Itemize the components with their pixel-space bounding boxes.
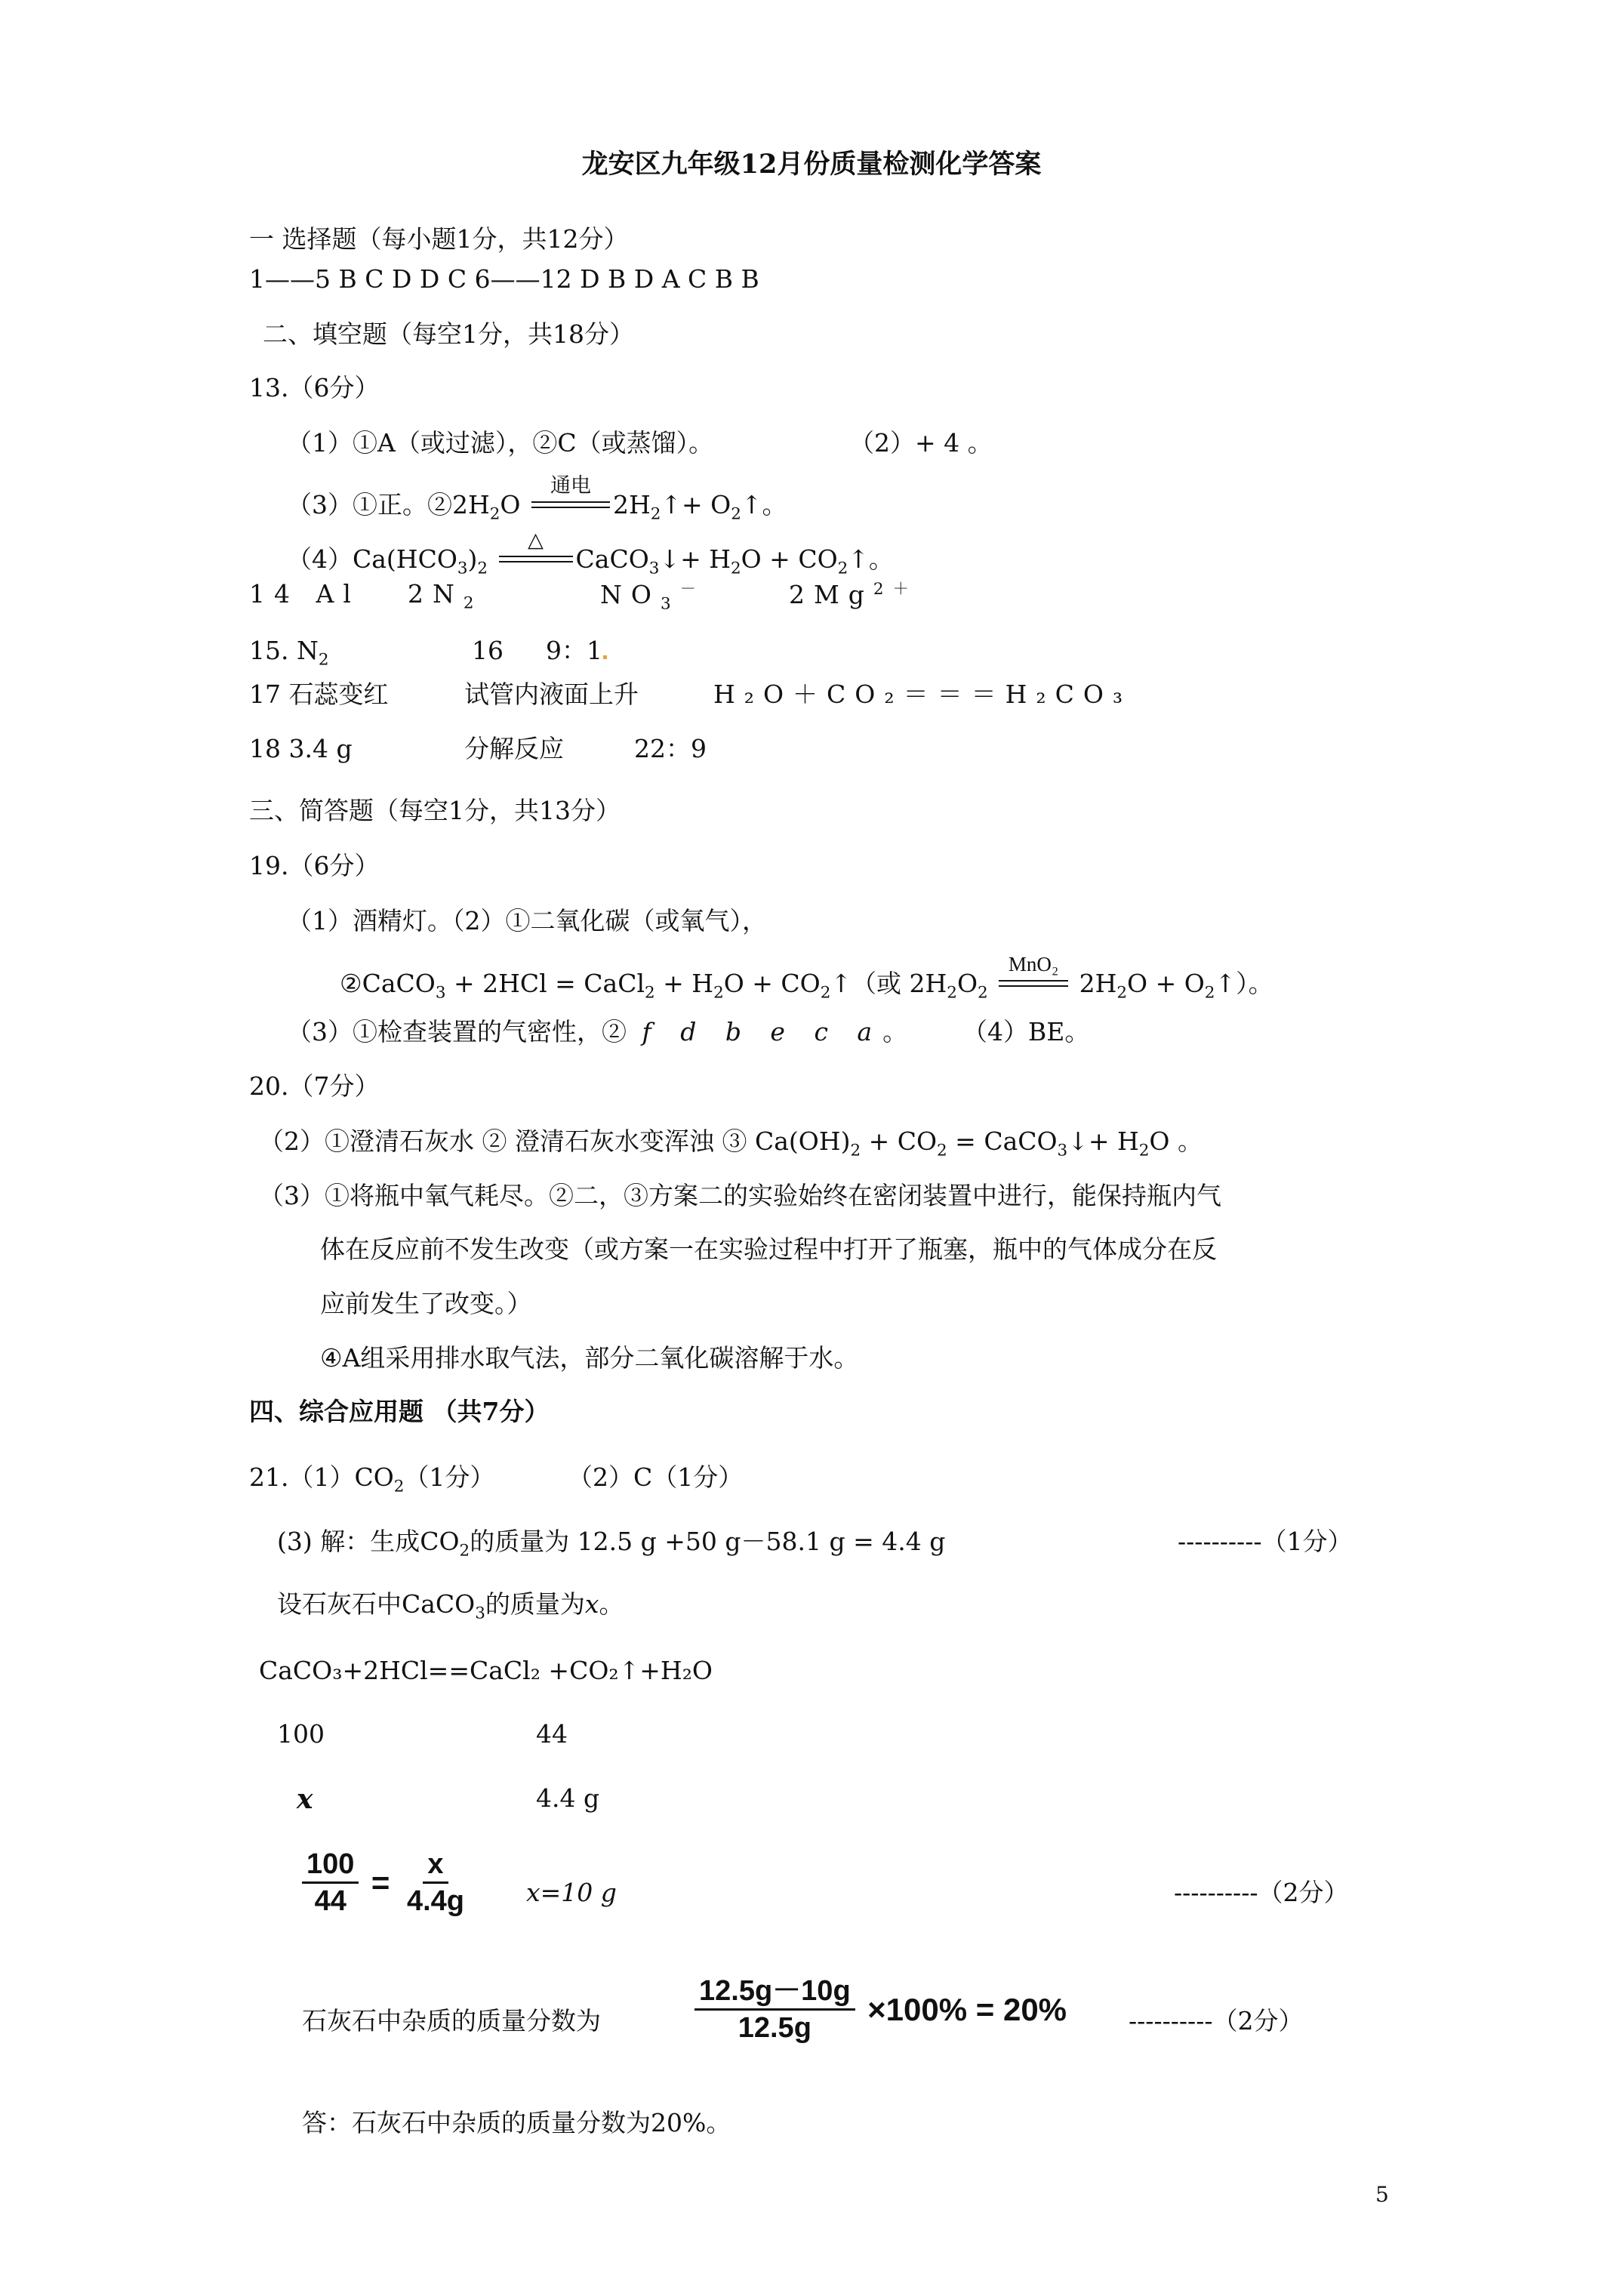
section-3-heading: 三、简答题（每空1分，共13分） (249, 796, 621, 825)
condition-label: MnO₂ (1008, 953, 1059, 975)
q20-part2: （2）①澄清石灰水 ② 澄清石灰水变浑浊 ③ $Ca(OH)_2 + CO_2$ = CaCO$_3$↓+ $H_2O$ 。 (259, 1126, 1203, 1160)
heat-equals (499, 529, 573, 569)
q19-part2: ②CaCO$_3$ + 2HCl = CaCl$_2$ + $H_2O$ + $CO_2↑$（或 $2H_2O_2$ MnO₂ $2H_2O$ + $O_2↑$）。 (340, 953, 1273, 1003)
q21-part2: （2）C（1分） (568, 1462, 744, 1492)
q19-part3 (287, 1019, 907, 1044)
fraction-100-44: $\frac{100}{44}$ (302, 1850, 359, 1915)
proportion-equation (302, 1850, 469, 1915)
q13-part3: （3）①正。$②2H_2O$ 通电 $2H_2↑+$ $O_2↑$。 (287, 474, 787, 524)
score-2: ----------（2分） (1174, 1878, 1349, 1907)
molar-mass-caco3: 100 (277, 1719, 325, 1749)
x-result: x=10 g (526, 1878, 617, 1907)
q20-part3-line2: 体在反应前不发生改变（或方案一在实验过程中打开了瓶塞，瓶中的气体成分在反 (320, 1234, 1217, 1264)
q18-a: 18 3.4 g (249, 734, 353, 763)
q20-head: 20.（7分） (249, 1071, 380, 1101)
equals-sign: = (371, 1864, 390, 1900)
q19-period: 。 (882, 1017, 908, 1046)
q14-line (249, 579, 918, 614)
section-4-heading: 四、综合应用题 （共7分） (249, 1397, 550, 1426)
q19-part3-text: （3）①检查装置的气密性，② (287, 1017, 627, 1046)
section-2-heading: 二、填空题（每空1分，共18分） (263, 319, 634, 349)
q14-b: $2N_2$ (408, 579, 483, 613)
q15-b: 16 (472, 636, 504, 665)
q15-c: 9：1 (546, 638, 607, 663)
q21-set: 设石灰石中CaCO$_3$的质量为x。 (277, 1589, 624, 1623)
q17-c: H₂O＋CO₂＝＝＝H₂CO₃ (713, 680, 1132, 709)
q21-part3: (3) 解：生成$CO_2$的质量为 12.5 g +50 g－58.1 g = 4.4 g (277, 1527, 946, 1561)
condition-label: △ (528, 529, 544, 552)
q20-part3-line3: 应前发生了改变。） (320, 1289, 532, 1318)
q18-line (249, 734, 707, 763)
q13-head: 13.（6分） (249, 373, 380, 402)
q13-part1: （1）①A（或过滤），②C（或蒸馏）。 (287, 428, 714, 458)
q19-part4: （4）BE。 (962, 1017, 1090, 1046)
electrolysis-equals (531, 474, 610, 515)
condition-label: 通电 (550, 474, 591, 498)
final-answer: 答：石灰石中杂质的质量分数为20%。 (302, 2108, 731, 2137)
impurity-fraction: $\frac{12.5g-10g}{12.5g}$ (694, 1977, 855, 2042)
percent-label: 石灰石中杂质的质量分数为 (302, 2006, 601, 2036)
q17-a: 17 石蕊变红 (249, 680, 389, 709)
page-number: 5 (1375, 2182, 1389, 2207)
q13-part4: $(4)Ca(HCO_3)_2$ △ CaCO$_3$↓+ $H_2O$ + $CO_2↑$。 (287, 529, 894, 578)
q19-sequence: f d b e c a (642, 1017, 883, 1046)
section-1-heading: 一 选择题（每小题1分，共12分） (249, 224, 629, 254)
percent-result: ×100% = 20% (867, 1991, 1067, 2027)
q14-c: $NO_3^-$ (600, 580, 706, 614)
q15-a: 15. $N_2$ (249, 636, 329, 670)
unknown-x: x (297, 1783, 313, 1815)
q20-part3-line1: （3）①将瓶中氧气耗尽。②二，③方案二的实验始终在密闭装置中进行，能保持瓶内气 (259, 1181, 1221, 1210)
percent-equation (694, 1977, 1071, 2042)
q20-part4: ④A组采用排水取气法，部分二氧化碳溶解于水。 (320, 1343, 859, 1373)
q17-line (249, 680, 1132, 709)
catalyst-equals (999, 953, 1068, 994)
q20-part2-text: （2）①澄清石灰水 ② 澄清石灰水变浑浊 ③ (259, 1126, 747, 1156)
co2-mass: 4.4 g (536, 1783, 600, 1813)
q17-b: 试管内液面上升 (464, 680, 639, 709)
q21-equation: CaCO₃+2HCl==CaCl₂ +CO₂↑+H₂O (259, 1656, 713, 1685)
choice-answers: 1——5 B C D D C 6——12 D B D A C B B (249, 264, 759, 294)
q13-part3-text: （3）①正。②2H (287, 490, 490, 519)
q19-head: 19.（6分） (249, 851, 380, 880)
q15-line (249, 636, 602, 670)
q18-c: 22：9 (634, 734, 707, 763)
q14-d: $2Mg^{2+}$ (789, 580, 918, 609)
q19-part1: （1）酒精灯。（2）①二氧化碳（或氧气）， (287, 906, 767, 935)
q14-a: 14 Al (249, 579, 360, 609)
page-title: 龙安区九年级12月份质量检测化学答案 (581, 149, 1042, 180)
q18-b: 分解反应 (464, 734, 564, 763)
score-3: ----------（2分） (1129, 2006, 1304, 2036)
q13-part2: （2）+ 4 。 (849, 428, 993, 458)
q21-part1: $21.(1)CO_2(1$分） （2）C（1分） (249, 1462, 744, 1496)
fraction-x-4.4g: $\frac{x}{4.4g}$ (406, 1848, 464, 1917)
molar-mass-co2: 44 (536, 1719, 568, 1749)
score-1: ----------（1分） (1178, 1527, 1353, 1556)
